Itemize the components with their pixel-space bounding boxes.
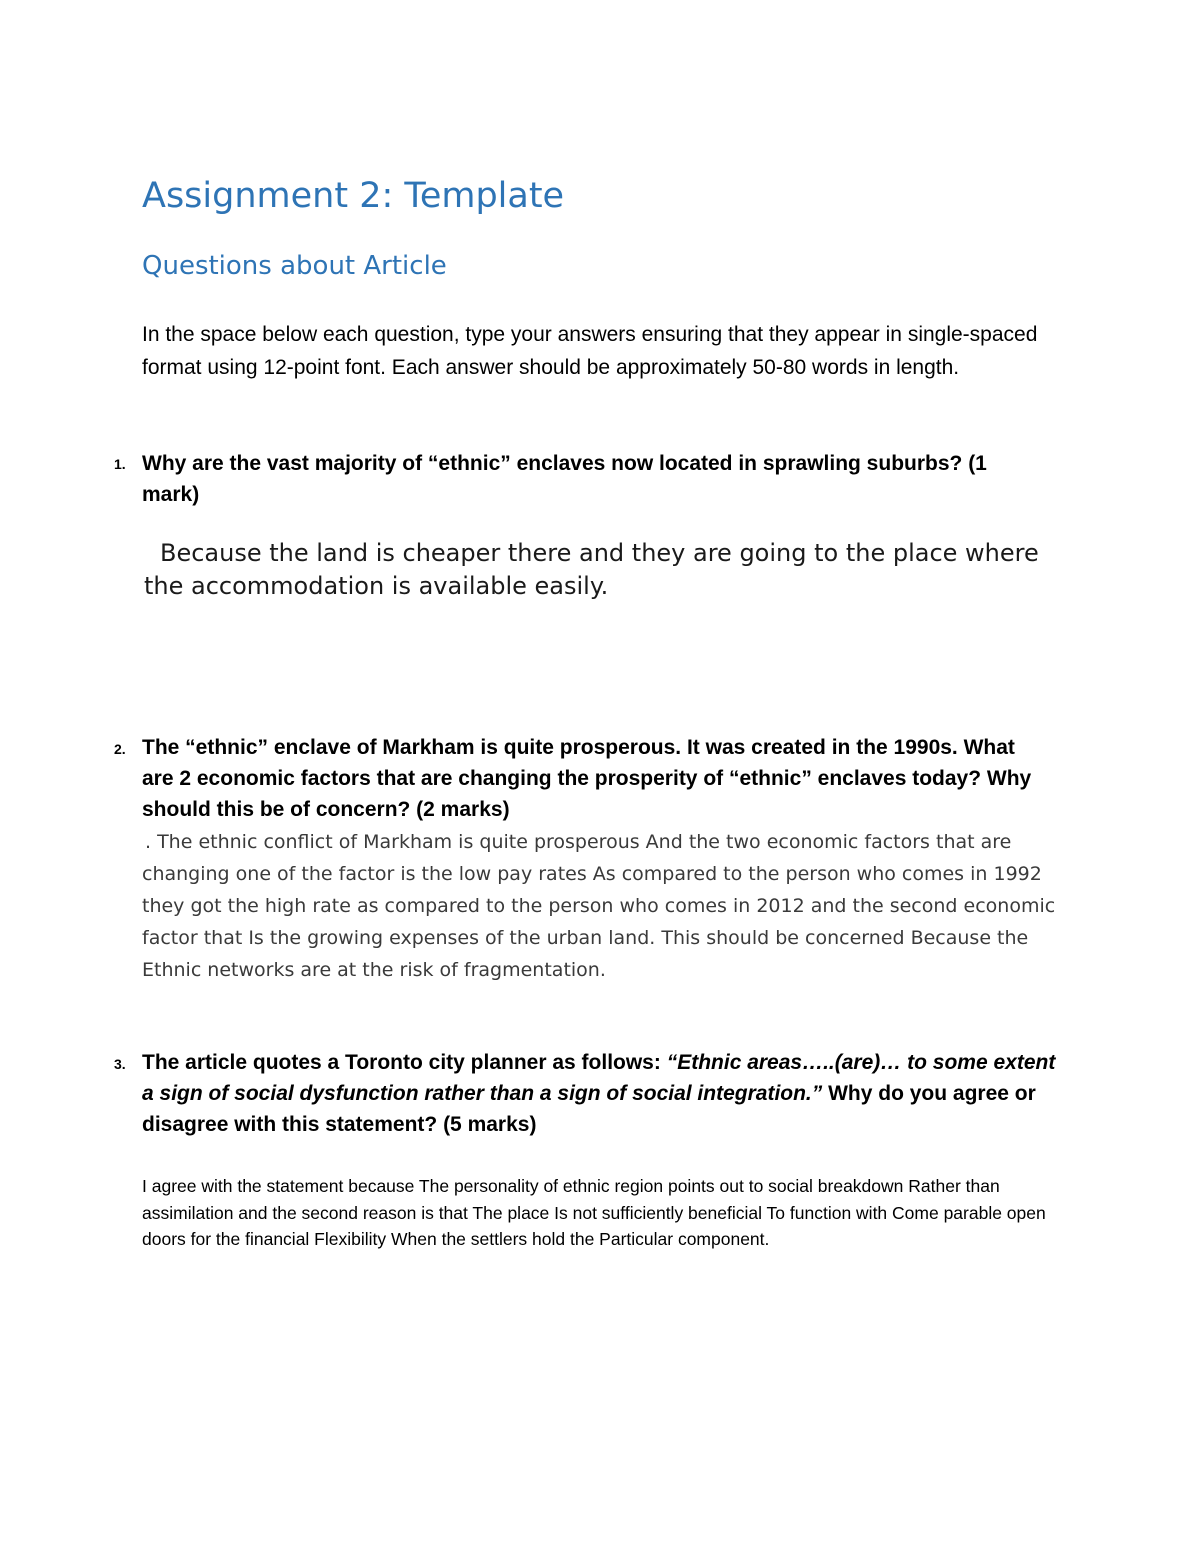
question-2-text: The “ethnic” enclave of Markham is quite prosperous. It was created in the 1990s. What are 2 economic factors that are changing the prosperity of “ethnic” enclaves today? Why should this be of concern? (2 marks) xyxy=(142,736,1032,821)
question-2-number: 2. xyxy=(114,741,126,757)
question-3-number: 3. xyxy=(114,1056,126,1072)
question-3-text xyxy=(142,1047,1072,1140)
question-1-number: 1. xyxy=(114,456,126,472)
question-2-answer xyxy=(142,826,1072,986)
question-1-text: Why are the vast majority of “ethnic” enclaves now located in sprawling suburbs? (1 mark) xyxy=(142,452,987,506)
question-2-answer-text: . The ethnic conflict of Markham is quite prosperous And the two economic factors that are changing one of the factor is the low pay rates As compared to the person who comes in 1992 they got the high rate as compared to the person who comes in 2012 and the second economic factor that Is the growing expenses of the urban land. This should be concerned Because the Ethnic networks are at the risk of fragmentation. xyxy=(142,831,1056,981)
instructions-text: In the space below each question, type your answers ensuring that they appear in single-spaced format using 12-point font. Each answer should be approximately 50-80 words in length. xyxy=(142,323,1038,379)
question-3-answer: I agree with the statement because The personality of ethnic region points out to social breakdown Rather than assimilation and the second reason is that The place Is not sufficiently beneficial To function with Come parable open doors for the financial Flexibility When the settlers hold the Particular component. xyxy=(142,1176,1046,1249)
question-1-answer xyxy=(144,537,1074,603)
document-title: Assignment 2: Template xyxy=(142,176,565,216)
question-1-answer-text: Because the land is cheaper there and they are going to the place where the accommodation is available easily. xyxy=(144,539,1039,600)
question-3-text-intro: The article quotes a Toronto city planner as follows: xyxy=(142,1051,667,1074)
question-3-quote: “Ethnic areas…..(are)… to some extent a sign of social dysfunction rather than a sign of social integration.” xyxy=(142,1051,1056,1105)
section-heading: Questions about Article xyxy=(142,251,447,281)
question-3-text-prompt: Why do you agree or disagree with this statement? (5 marks) xyxy=(142,1082,1036,1136)
